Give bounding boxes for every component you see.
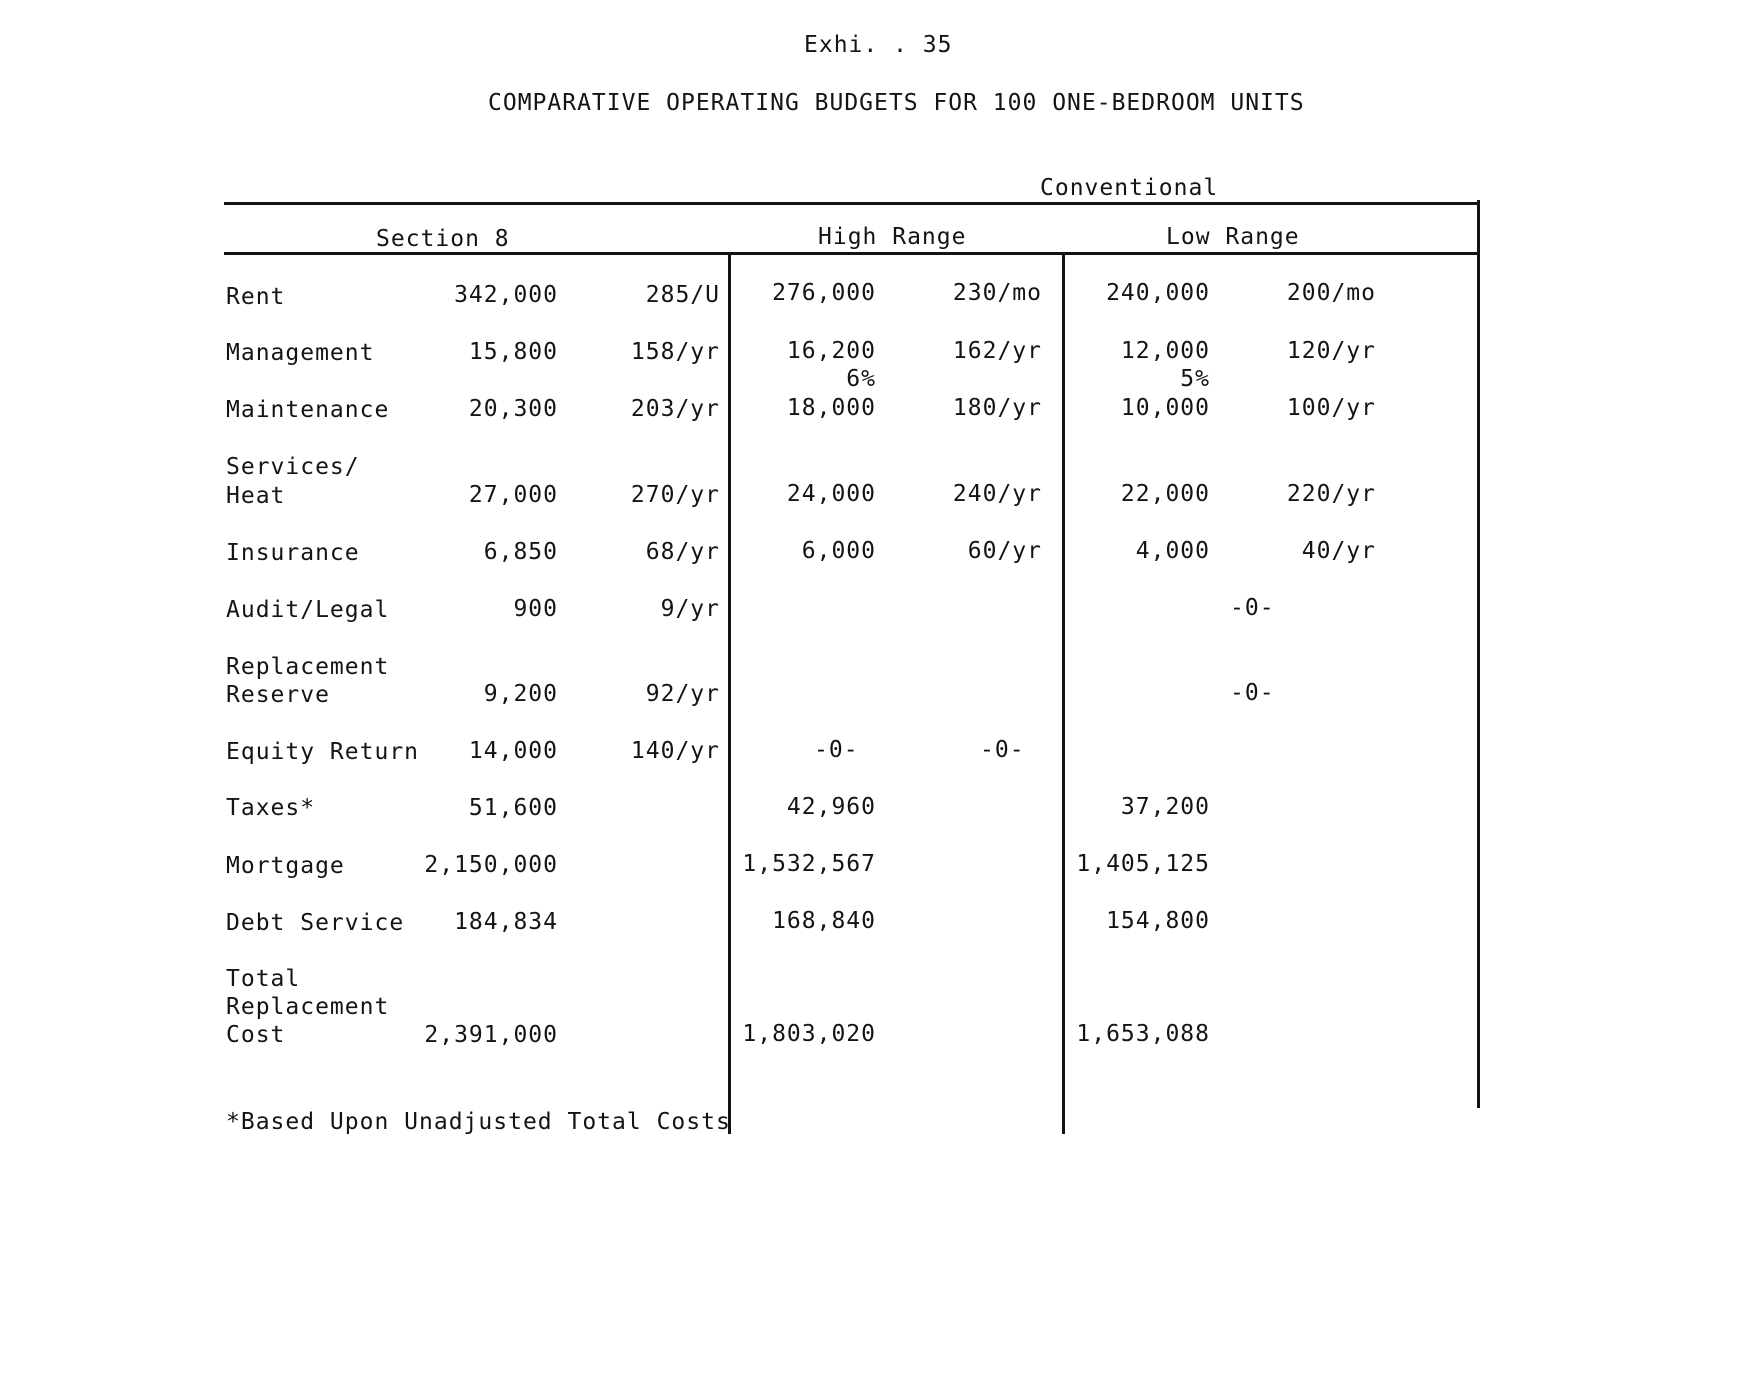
taxes-low-amount: 37,200 [1120, 794, 1210, 820]
low-range-header: Low Range [1166, 224, 1300, 250]
services-section8-unit: 270/yr [630, 482, 720, 508]
insurance-low-unit: 40/yr [1301, 538, 1376, 564]
row-label-total-line3: Cost [226, 1022, 286, 1048]
services-high-amount: 24,000 [786, 481, 876, 507]
rent-low-amount: 240,000 [1106, 280, 1210, 306]
maintenance-low-unit: 100/yr [1286, 395, 1376, 421]
mortgage-section8-amount: 2,150,000 [424, 852, 558, 878]
services-high-unit: 240/yr [952, 481, 1042, 507]
total-section8-amount: 2,391,000 [424, 1022, 558, 1048]
debt-low-amount: 154,800 [1106, 908, 1210, 934]
row-label-services-line2: Heat [226, 483, 286, 509]
management-low-amount: 12,000 [1120, 338, 1210, 364]
insurance-high-unit: 60/yr [967, 538, 1042, 564]
exhibit-label: Exhi. . 35 [804, 32, 953, 58]
management-high-unit: 162/yr [952, 338, 1042, 364]
rent-high-unit: 230/mo [952, 280, 1042, 306]
insurance-low-amount: 4,000 [1135, 538, 1210, 564]
high-range-header: High Range [818, 224, 967, 250]
taxes-section8-amount: 51,600 [468, 795, 558, 821]
row-label-reserve-line1: Replacement [226, 654, 390, 680]
conventional-header: Conventional [1040, 175, 1219, 201]
equity-high-amount: -0- [814, 737, 859, 763]
mortgage-low-amount: 1,405,125 [1076, 851, 1210, 877]
debt-high-amount: 168,840 [772, 908, 876, 934]
debt-section8-amount: 184,834 [454, 909, 558, 935]
rent-section8-unit: 285/U [645, 282, 720, 308]
equity-high-unit: -0- [980, 737, 1025, 763]
audit-section8-amount: 900 [513, 596, 558, 622]
row-label-maintenance: Maintenance [226, 397, 390, 423]
reserve-conventional-value: -0- [1230, 680, 1275, 706]
total-high-amount: 1,803,020 [742, 1021, 876, 1047]
row-label-insurance: Insurance [226, 540, 360, 566]
footnote: *Based Upon Unadjusted Total Costs [226, 1109, 731, 1135]
maintenance-high-unit: 180/yr [952, 395, 1042, 421]
insurance-section8-unit: 68/yr [645, 539, 720, 565]
equity-section8-unit: 140/yr [630, 738, 720, 764]
header-bottom-rule [224, 252, 1480, 255]
reserve-section8-amount: 9,200 [483, 681, 558, 707]
management-high-percent: 6% [846, 366, 876, 392]
row-label-reserve-line2: Reserve [226, 682, 330, 708]
section8-header: Section 8 [376, 226, 510, 252]
audit-conventional-value: -0- [1230, 595, 1275, 621]
services-low-amount: 22,000 [1120, 481, 1210, 507]
management-low-unit: 120/yr [1286, 338, 1376, 364]
management-section8-amount: 15,800 [468, 339, 558, 365]
management-section8-unit: 158/yr [630, 339, 720, 365]
header-top-rule [224, 202, 1480, 205]
row-label-taxes: Taxes* [226, 795, 316, 821]
row-label-debt-service: Debt Service [226, 910, 405, 936]
management-low-percent: 5% [1180, 366, 1210, 392]
total-low-amount: 1,653,088 [1076, 1021, 1210, 1047]
rent-section8-amount: 342,000 [454, 282, 558, 308]
maintenance-high-amount: 18,000 [786, 395, 876, 421]
row-label-services-line1: Services/ [226, 454, 360, 480]
table-right-border [1477, 200, 1480, 1108]
reserve-section8-unit: 92/yr [645, 681, 720, 707]
row-label-total-line1: Total [226, 966, 301, 992]
services-low-unit: 220/yr [1286, 481, 1376, 507]
row-label-mortgage: Mortgage [226, 853, 345, 879]
row-label-equity-return: Equity Return [226, 739, 420, 765]
page-title: COMPARATIVE OPERATING BUDGETS FOR 100 ONE-BEDROOM UNITS [488, 90, 1305, 116]
row-label-rent: Rent [226, 284, 286, 310]
rent-low-unit: 200/mo [1286, 280, 1376, 306]
audit-section8-unit: 9/yr [660, 596, 720, 622]
row-label-audit-legal: Audit/Legal [226, 597, 390, 623]
services-section8-amount: 27,000 [468, 482, 558, 508]
taxes-high-amount: 42,960 [786, 794, 876, 820]
equity-section8-amount: 14,000 [468, 738, 558, 764]
mortgage-high-amount: 1,532,567 [742, 851, 876, 877]
management-high-amount: 16,200 [786, 338, 876, 364]
insurance-section8-amount: 6,850 [483, 539, 558, 565]
maintenance-section8-unit: 203/yr [630, 396, 720, 422]
maintenance-low-amount: 10,000 [1120, 395, 1210, 421]
insurance-high-amount: 6,000 [801, 538, 876, 564]
rent-high-amount: 276,000 [772, 280, 876, 306]
maintenance-section8-amount: 20,300 [468, 396, 558, 422]
row-label-management: Management [226, 340, 375, 366]
row-label-total-line2: Replacement [226, 994, 390, 1020]
